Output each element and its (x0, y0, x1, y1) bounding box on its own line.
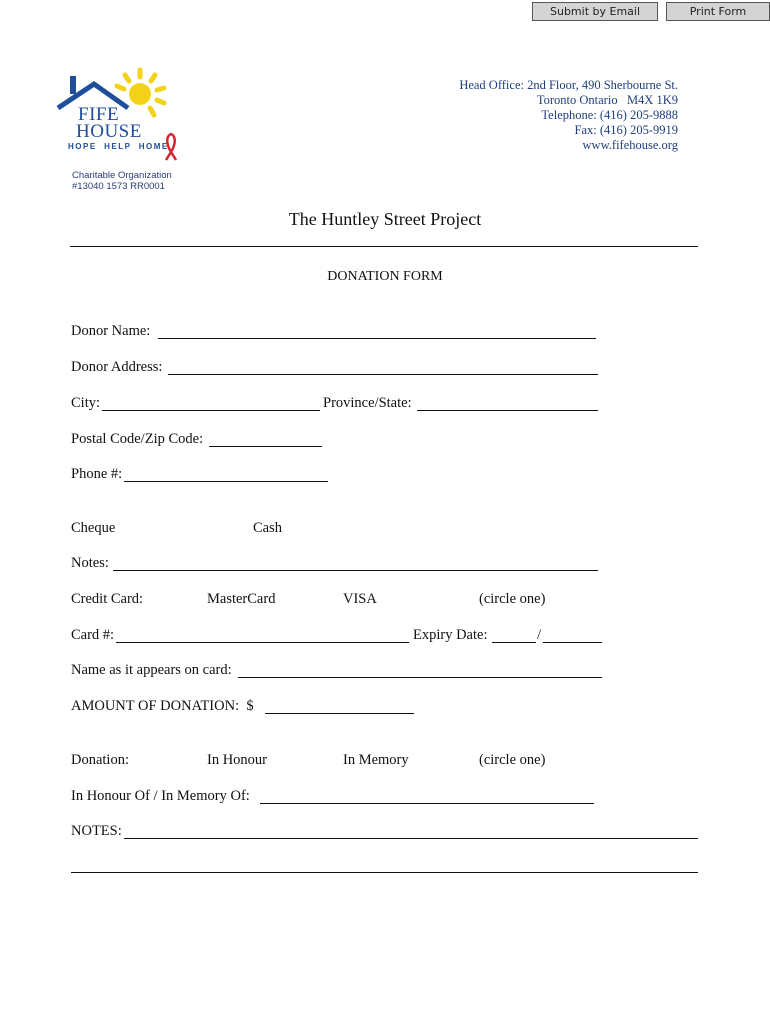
phone-label: Phone #: (71, 466, 123, 482)
form-title: DONATION FORM (327, 269, 443, 284)
amount-field[interactable] (265, 697, 418, 715)
postal-code-field[interactable] (209, 430, 326, 448)
print-form-button[interactable]: Print Form (666, 2, 770, 21)
notes-caps-label: NOTES: (71, 823, 122, 839)
logo-name-top: FIFE (78, 104, 120, 125)
name-on-card-field[interactable] (238, 661, 606, 679)
postal-code-label: Postal Code/Zip Code: (71, 431, 204, 447)
charity-line-1: Charitable Organization (72, 170, 172, 181)
title-divider (70, 246, 698, 247)
notes-field[interactable] (113, 554, 602, 572)
card-number-field[interactable] (116, 626, 413, 644)
office-fax: Fax: (416) 205-9919 (574, 123, 678, 137)
donor-name-label: Donor Name: (71, 323, 151, 339)
in-memory-option[interactable]: In Memory (343, 752, 409, 768)
in-honour-option[interactable]: In Honour (207, 752, 268, 768)
expiry-slash: / (537, 627, 542, 643)
logo-name-bottom: HOUSE (76, 121, 142, 142)
city-label: City: (71, 395, 101, 411)
circle-one-note: (circle one) (479, 591, 546, 607)
circle-one-note-2: (circle one) (479, 752, 546, 768)
credit-card-label: Credit Card: (71, 591, 144, 607)
donor-address-field[interactable] (168, 358, 602, 376)
logo-tagline: HOPE HELP HOME (68, 142, 169, 151)
submit-by-email-button[interactable]: Submit by Email (532, 2, 658, 21)
visa-option[interactable]: VISA (343, 591, 377, 607)
fife-house-logo (54, 66, 194, 162)
honour-of-field[interactable] (260, 787, 598, 805)
province-field[interactable] (417, 394, 602, 412)
cash-option[interactable]: Cash (253, 520, 282, 536)
notes-caps-field-1[interactable] (124, 822, 702, 840)
office-telephone: Telephone: (416) 205-9888 (541, 108, 678, 122)
city-field[interactable] (102, 394, 324, 412)
expiry-date-label: Expiry Date: (413, 627, 488, 643)
donor-address-label: Donor Address: (71, 359, 163, 375)
charity-registration: #13040 1573 RR0001 (72, 181, 165, 192)
donation-label: Donation: (71, 752, 129, 768)
notes-caps-field-2[interactable] (71, 856, 702, 874)
donor-name-field[interactable] (158, 322, 600, 340)
province-label: Province/State: (323, 395, 412, 411)
mastercard-option[interactable]: MasterCard (207, 591, 276, 607)
office-website: www.fifehouse.org (582, 138, 678, 152)
notes-label: Notes: (71, 555, 109, 571)
expiry-month-field[interactable] (492, 626, 540, 644)
cheque-option[interactable]: Cheque (71, 520, 116, 536)
phone-field[interactable] (124, 465, 332, 483)
office-city: Toronto Ontario M4X 1K9 (536, 93, 678, 107)
name-on-card-label: Name as it appears on card: (71, 662, 232, 678)
expiry-year-field[interactable] (543, 626, 606, 644)
page-title: The Huntley Street Project (288, 209, 482, 229)
amount-label: AMOUNT OF DONATION: $ (71, 698, 254, 714)
office-address: Head Office: 2nd Floor, 490 Sherbourne St. (459, 78, 678, 92)
honour-of-label: In Honour Of / In Memory Of: (71, 788, 250, 804)
card-number-label: Card #: (71, 627, 115, 643)
